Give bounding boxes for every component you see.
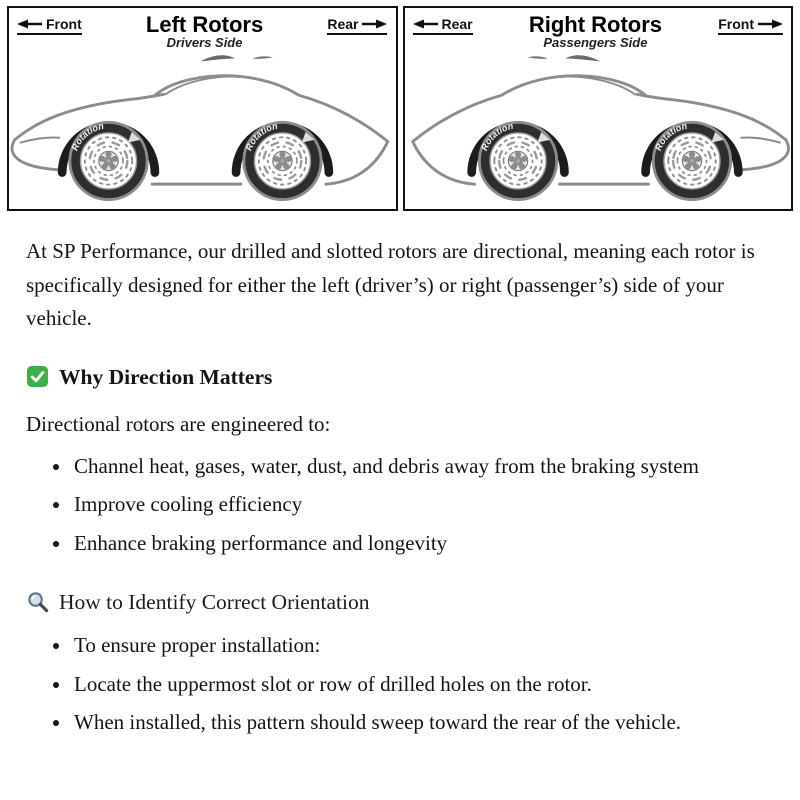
why-direction-matters-heading — [26, 360, 774, 394]
why-bullets-list — [26, 450, 774, 561]
list-item: • Channel heat, gases, water, dust, and debris away from the braking system — [72, 450, 774, 484]
front-direction-label — [17, 16, 82, 35]
rotation-label: Rotation — [69, 120, 105, 152]
left-panel-header — [9, 11, 396, 50]
intro-paragraph: At SP Performance, our drilled and slotted rotors are directional, meaning each rotor is specifically designed for either the left (driver’s) or right (passenger’s) side of your vehicle. — [26, 239, 755, 331]
identify-bullets-list — [26, 629, 774, 740]
right-car-illustration — [405, 45, 792, 211]
list-item: • Improve cooling efficiency — [72, 488, 774, 522]
corner-label-text: Front — [46, 16, 82, 32]
arrow-right-icon — [757, 19, 783, 29]
left-panel-titles — [146, 13, 263, 50]
right-panel-titles — [529, 13, 662, 50]
front-direction-label — [718, 16, 783, 35]
magnifier-icon — [26, 590, 49, 613]
corner-label-text: Front — [718, 16, 754, 32]
heading-text: How to Identify Correct Orientation — [59, 589, 370, 614]
panel-subtitle: Passengers Side — [543, 35, 648, 51]
heading-text: Why Direction Matters — [59, 364, 273, 389]
left-car-illustration — [9, 45, 396, 211]
left-rotors-panel — [7, 6, 398, 211]
corner-label-text: Rear — [327, 16, 359, 32]
arrow-left-icon — [17, 19, 43, 29]
corner-label-text: Rear — [441, 16, 473, 32]
engineered-to-lead: Directional rotors are engineered to: — [26, 412, 331, 437]
list-item: • When installed, this pattern should sweep toward the rear of the vehicle. — [72, 706, 774, 740]
rear-direction-label — [327, 16, 387, 35]
article-body — [0, 215, 800, 740]
panel-subtitle: Drivers Side — [166, 35, 243, 51]
right-panel-header — [405, 11, 792, 50]
rotor-diagram — [0, 0, 800, 215]
rotation-label: Rotation — [478, 120, 514, 152]
list-item: • Enhance braking performance and longevity — [72, 527, 774, 561]
panel-title: Right Rotors — [528, 12, 663, 37]
list-item: • Locate the uppermost slot or row of drilled holes on the rotor. — [72, 668, 774, 702]
panel-title: Left Rotors — [145, 12, 264, 37]
right-rotors-panel — [403, 6, 794, 211]
rotation-label: Rotation — [652, 120, 688, 152]
arrow-left-icon — [413, 19, 439, 29]
rotation-label: Rotation — [243, 120, 279, 152]
check-icon — [26, 365, 49, 388]
arrow-right-icon — [361, 19, 387, 29]
identify-orientation-heading — [26, 585, 774, 619]
list-item: • To ensure proper installation: — [72, 629, 774, 663]
rear-direction-label — [413, 16, 473, 35]
